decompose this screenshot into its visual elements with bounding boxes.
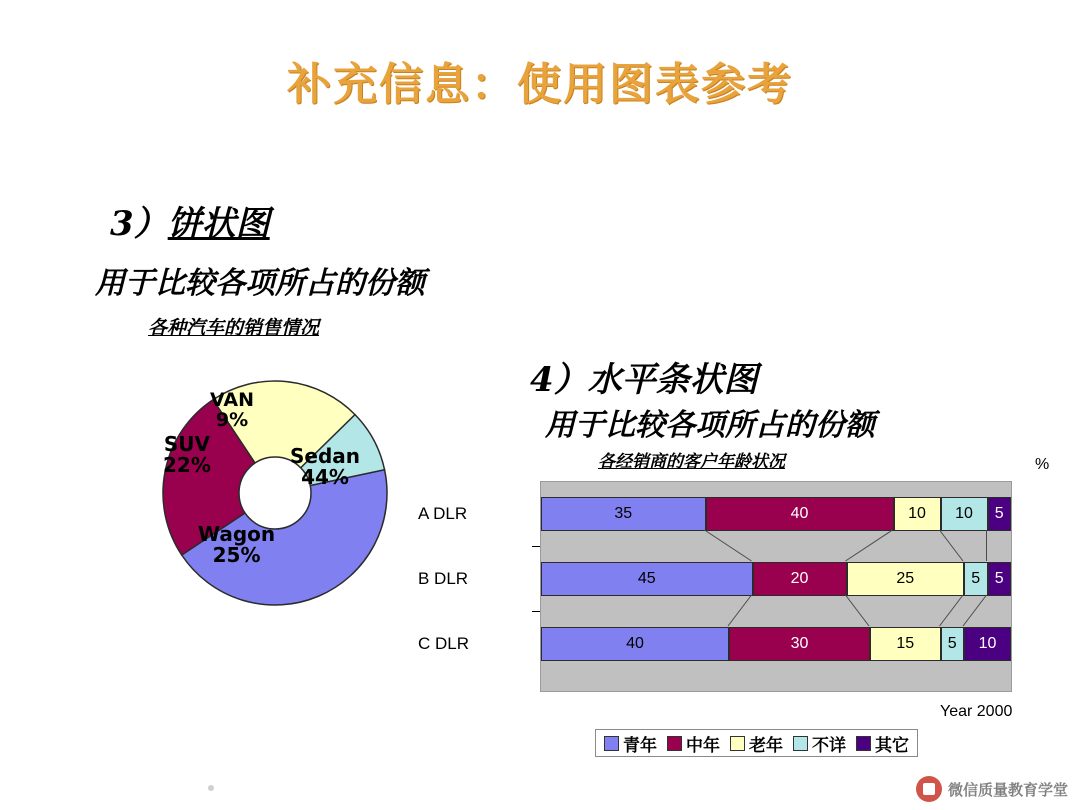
bar-row xyxy=(541,562,1011,596)
bar-row xyxy=(541,497,1011,531)
section4-title: 水平条状图 xyxy=(587,360,758,400)
bar-segment-其它: 5 xyxy=(988,562,1012,596)
pie-label-wagon-value: 25% xyxy=(212,543,261,567)
bar-segment-青年: 45 xyxy=(541,562,753,596)
bar-segment-中年: 20 xyxy=(753,562,847,596)
pie-label-sedan-name: Sedan xyxy=(290,444,361,468)
bar-segment-其它: 10 xyxy=(964,627,1011,661)
pie-chart-svg xyxy=(160,378,390,608)
bar-segment-中年: 40 xyxy=(706,497,894,531)
bar-chart-legend xyxy=(595,729,918,757)
pie-label-sedan xyxy=(290,446,360,488)
bar-segment-不详: 10 xyxy=(941,497,988,531)
legend-item xyxy=(667,731,720,756)
bar-segment-不详: 5 xyxy=(964,562,988,596)
section4-subheading: 用于比较各项所占的份额 xyxy=(545,408,875,443)
pie-label-wagon xyxy=(198,524,275,566)
legend-swatch xyxy=(604,736,619,751)
legend-swatch xyxy=(667,736,682,751)
section4-number: 4） xyxy=(530,360,588,400)
pie-chart xyxy=(160,378,390,608)
percent-axis-label: % xyxy=(1035,456,1050,473)
pie-label-van xyxy=(210,391,254,431)
pie-label-suv xyxy=(163,434,211,476)
legend-label: 老年 xyxy=(749,735,783,756)
decorative-dot xyxy=(208,785,214,791)
axis-tick xyxy=(532,546,540,547)
bar-chart-year-annotation: Year 2000 xyxy=(940,703,1013,720)
legend-swatch xyxy=(856,736,871,751)
bar-category-label: B DLR xyxy=(418,569,469,588)
bar-chart-caption: 各经销商的客户年龄状况 xyxy=(598,452,785,472)
bar-chart xyxy=(540,481,1012,692)
bar-segment-老年: 15 xyxy=(870,627,941,661)
pie-chart-caption: 各种汽车的销售情况 xyxy=(148,317,320,339)
bar-segment-老年: 10 xyxy=(894,497,941,531)
pie-label-van-value: 9% xyxy=(215,408,249,431)
bar-segment-其它: 5 xyxy=(988,497,1012,531)
bar-row xyxy=(541,627,1011,661)
pie-label-van-name: VAN xyxy=(210,389,255,411)
pie-label-suv-name: SUV xyxy=(163,432,210,456)
bar-segment-青年: 40 xyxy=(541,627,729,661)
legend-label: 其它 xyxy=(875,735,909,756)
watermark-text: 微信质量教育学堂 xyxy=(947,780,1068,799)
legend-label: 中年 xyxy=(686,735,720,756)
page-title: 补充信息：使用图表参考 xyxy=(287,59,793,110)
pie-label-sedan-value: 44% xyxy=(301,465,349,489)
legend-label: 不详 xyxy=(812,735,846,756)
legend-label: 青年 xyxy=(623,735,657,756)
bar-segment-中年: 30 xyxy=(729,627,870,661)
bar-segment-青年: 35 xyxy=(541,497,706,531)
section3-number: 3） xyxy=(110,204,168,244)
legend-item xyxy=(793,731,846,756)
axis-tick xyxy=(532,611,540,612)
legend-item xyxy=(856,731,909,756)
section3-subheading: 用于比较各项所占的份额 xyxy=(95,266,425,301)
pie-label-suv-value: 22% xyxy=(163,453,211,477)
legend-item xyxy=(730,731,783,756)
legend-item xyxy=(604,731,657,756)
section3-title: 饼状图 xyxy=(167,204,270,244)
bar-category-label: C DLR xyxy=(418,634,470,653)
pie-label-wagon-name: Wagon xyxy=(198,522,276,546)
bar-category-label: A DLR xyxy=(418,504,468,523)
bar-segment-老年: 25 xyxy=(847,562,965,596)
legend-swatch xyxy=(793,736,808,751)
watermark xyxy=(916,776,1068,802)
section4-heading xyxy=(530,352,758,401)
legend-swatch xyxy=(730,736,745,751)
section3-heading xyxy=(110,196,270,245)
watermark-logo-icon xyxy=(916,776,942,802)
bar-segment-不详: 5 xyxy=(941,627,965,661)
